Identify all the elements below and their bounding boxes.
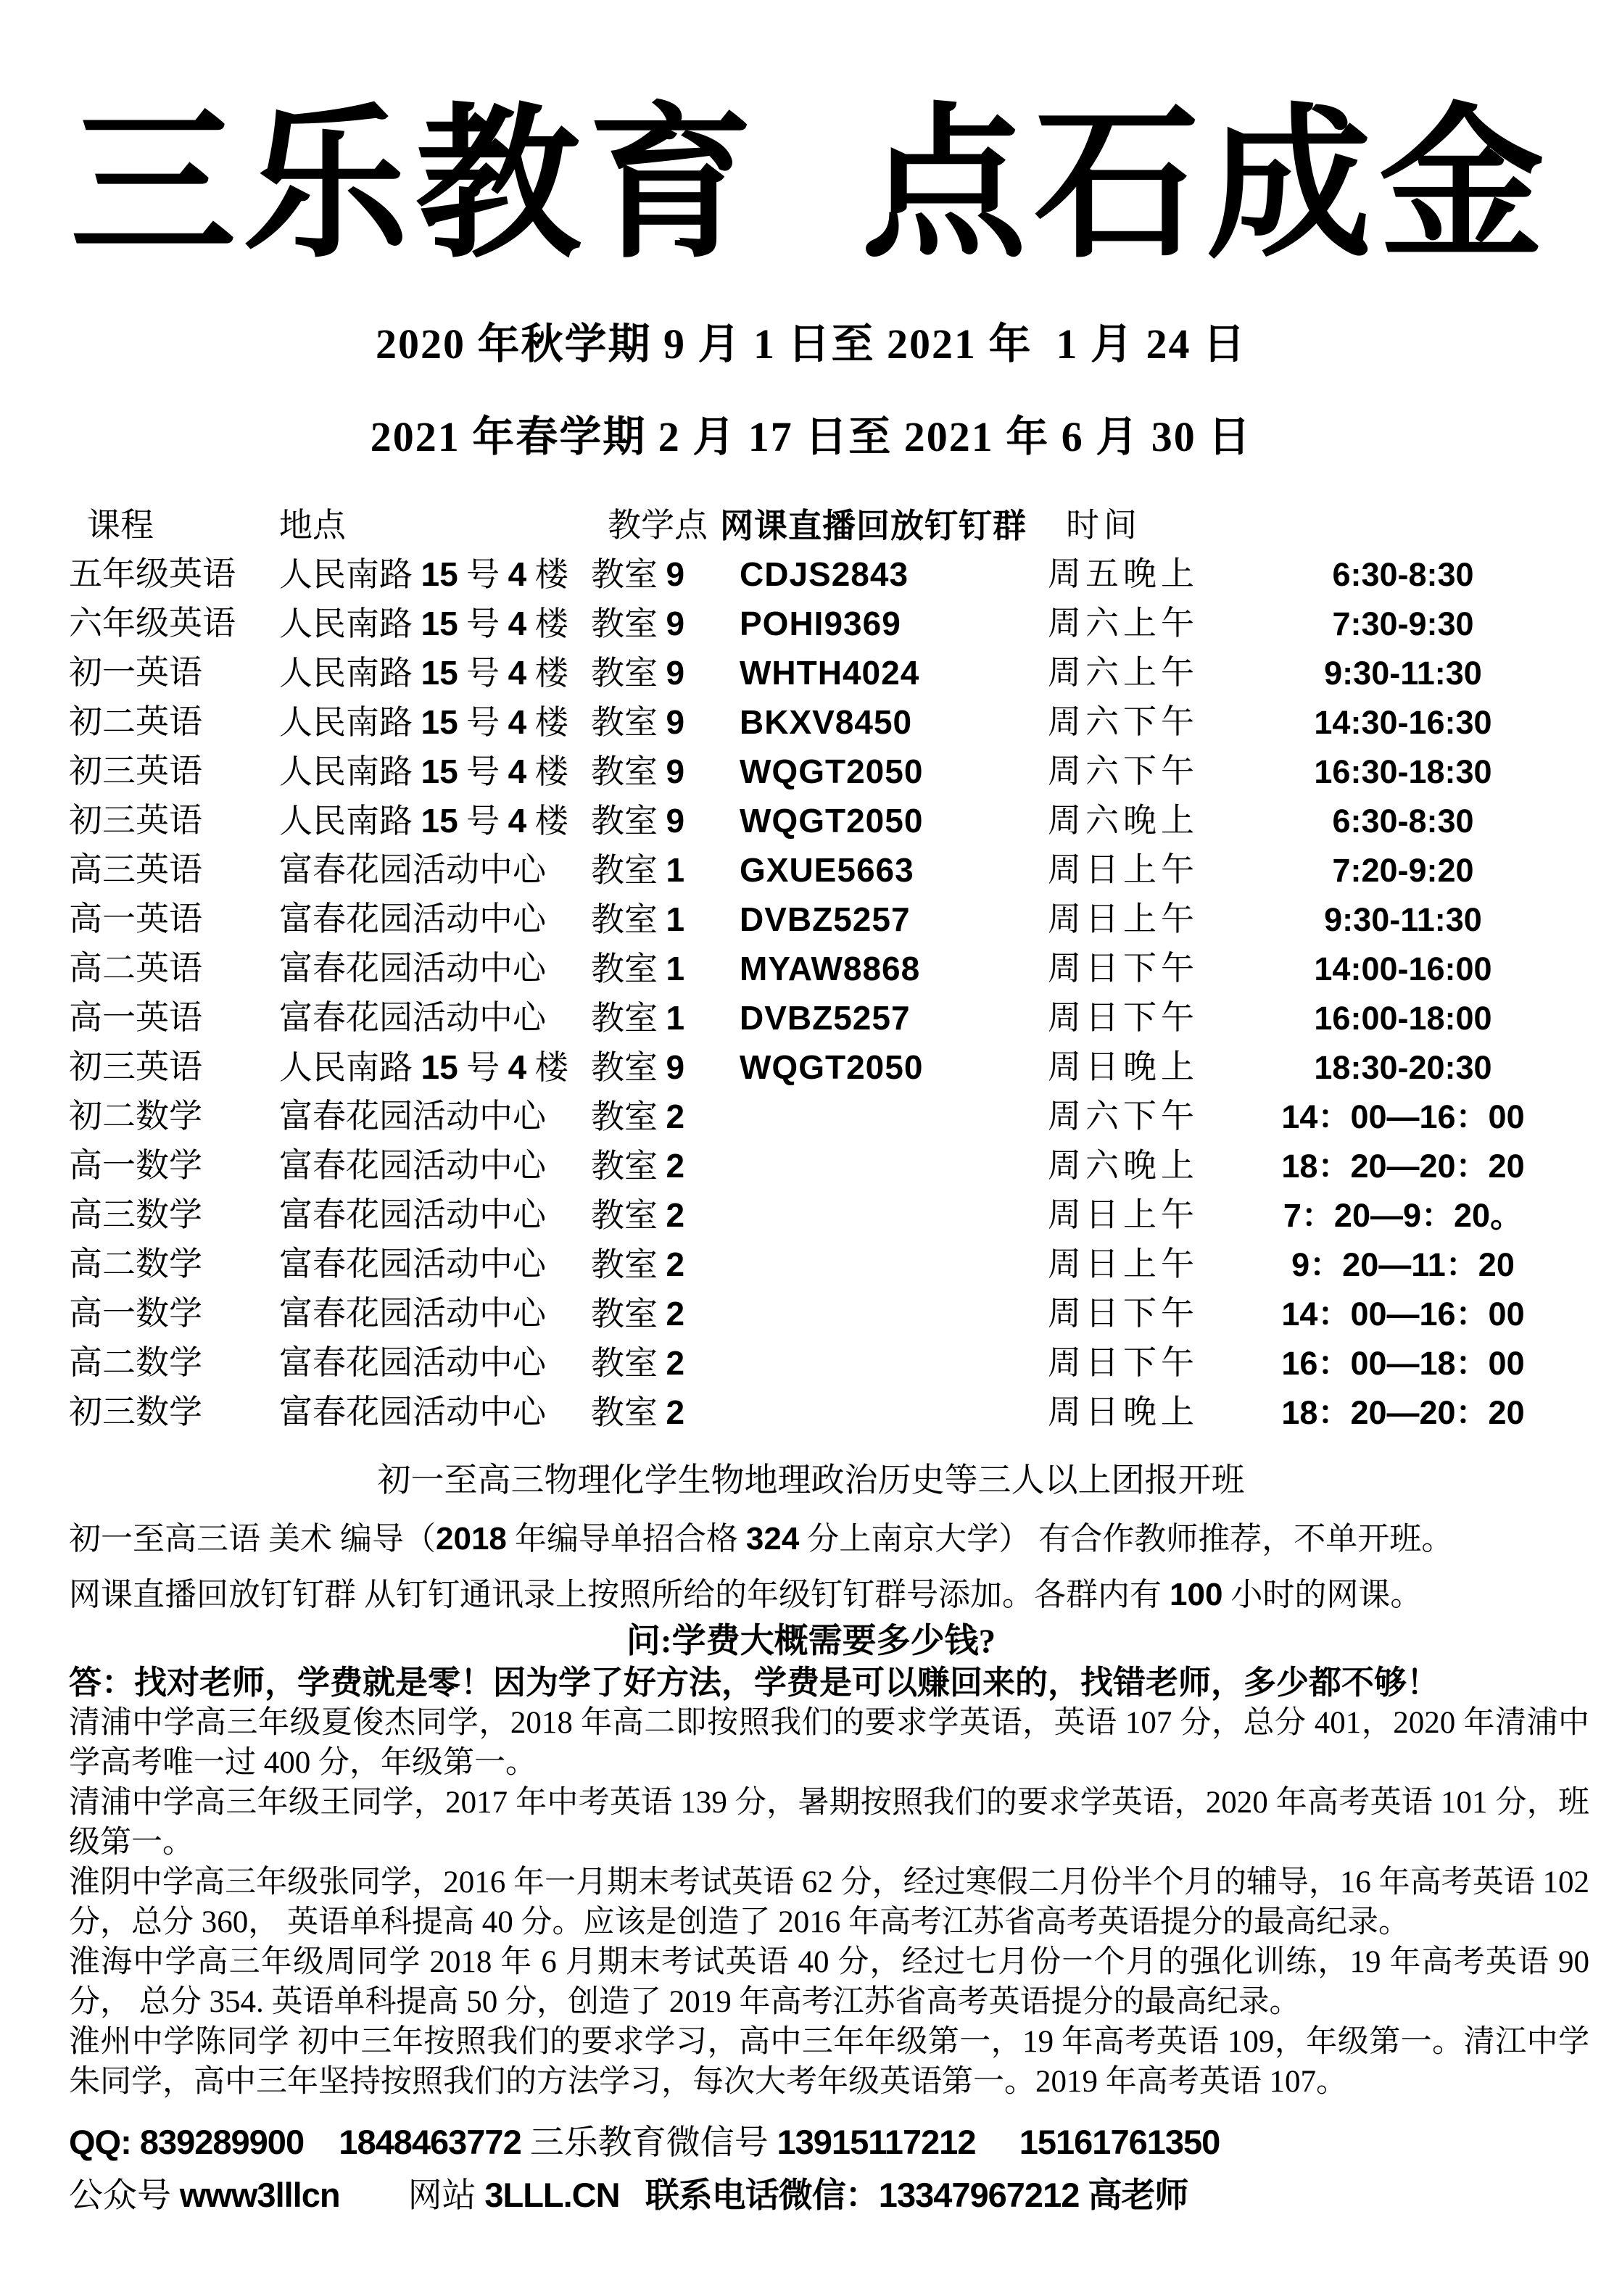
contact-line-website-phone xyxy=(69,2173,1622,2218)
location-cell: 富春花园活动中心 xyxy=(279,1295,546,1333)
bold-number: 9 xyxy=(666,703,685,741)
contact-regular-text: 三乐教育微信号 xyxy=(529,2124,777,2163)
column-header-course: 课程 xyxy=(87,507,154,544)
bold-number: 9 xyxy=(666,801,685,840)
bold-number: 15 xyxy=(421,801,458,840)
course-cell: 六年级英语 xyxy=(69,605,236,642)
schedule-row xyxy=(69,895,1622,944)
dingtalk-code-cell: CDJS2843 xyxy=(740,555,909,594)
bold-number: 15 xyxy=(421,1048,458,1086)
classroom-cell: 教室 9 xyxy=(591,555,685,593)
classroom-cell: 教室 1 xyxy=(591,998,685,1037)
bold-number: 9 xyxy=(666,604,685,642)
schedule-row xyxy=(69,1289,1622,1338)
dingtalk-code-cell: WQGT2050 xyxy=(740,1048,924,1087)
contact-regular-text: 公众号 xyxy=(69,2177,180,2216)
schedule-row xyxy=(69,1338,1622,1388)
course-cell: 高三数学 xyxy=(69,1196,202,1234)
classroom-cell: 教室 2 xyxy=(591,1097,685,1135)
day-cell: 周六下午 xyxy=(1048,1098,1199,1135)
time-cell: 7:30-9:30 xyxy=(1332,605,1474,642)
contact-regular-text xyxy=(620,2177,645,2215)
day-cell: 周六下午 xyxy=(1048,753,1199,790)
schedule-row xyxy=(69,1190,1622,1240)
classroom-cell: 教室 1 xyxy=(591,900,685,938)
schedule-header-row xyxy=(69,502,1622,550)
location-cell: 人民南路 15 号 4 楼 xyxy=(279,653,568,692)
schedule-row xyxy=(69,1141,1622,1190)
course-cell: 初三数学 xyxy=(69,1393,202,1431)
bold-number: 324 xyxy=(745,1521,800,1557)
course-cell: 高二英语 xyxy=(69,950,202,987)
contact-regular-text: 网站 xyxy=(339,2177,485,2216)
classroom-cell: 教室 9 xyxy=(591,703,685,741)
course-cell: 初三英语 xyxy=(69,753,202,790)
classroom-cell: 教室 9 xyxy=(591,801,685,840)
schedule-row xyxy=(69,697,1622,747)
time-cell: 7:20-9:20 xyxy=(1332,851,1474,889)
dingtalk-code-cell: WQGT2050 xyxy=(740,753,924,791)
bold-number: 4 xyxy=(508,801,527,840)
location-cell: 富春花园活动中心 xyxy=(279,1246,546,1283)
schedule-row xyxy=(69,1240,1622,1289)
classroom-cell: 教室 2 xyxy=(591,1146,685,1185)
contact-bold-text: 联系电话微信：13347967212 高老师 xyxy=(645,2176,1188,2215)
time-cell: 7：20—9：20。 xyxy=(1283,1196,1523,1234)
bold-number: 15 xyxy=(421,703,458,741)
dingtalk-code-cell: DVBZ5257 xyxy=(740,999,911,1037)
classroom-cell: 教室 9 xyxy=(591,752,685,790)
bold-number: 4 xyxy=(508,653,527,692)
bold-number: 9 xyxy=(666,653,685,692)
course-cell: 初二英语 xyxy=(69,703,202,741)
course-cell: 高三英语 xyxy=(69,851,202,889)
location-cell: 人民南路 15 号 4 楼 xyxy=(279,801,568,840)
course-cell: 初三英语 xyxy=(69,1048,202,1086)
location-cell: 富春花园活动中心 xyxy=(279,1393,546,1431)
day-cell: 周六晚上 xyxy=(1048,1147,1199,1185)
location-cell: 人民南路 15 号 4 楼 xyxy=(279,555,568,593)
course-cell: 初一英语 xyxy=(69,654,202,692)
dingtalk-code-cell: MYAW8868 xyxy=(740,950,921,988)
time-cell: 16:00-18:00 xyxy=(1314,999,1492,1037)
day-cell: 周日上午 xyxy=(1048,900,1199,938)
schedule-row xyxy=(69,747,1622,796)
time-cell: 16:30-18:30 xyxy=(1314,753,1492,790)
time-cell: 14:00-16:00 xyxy=(1314,950,1492,987)
classroom-cell: 教室 9 xyxy=(591,653,685,692)
location-cell: 富春花园活动中心 xyxy=(279,950,546,987)
bold-number: 2 xyxy=(666,1097,685,1135)
bold-number: 1 xyxy=(666,850,685,889)
location-cell: 富春花园活动中心 xyxy=(279,851,546,889)
bold-number: 15 xyxy=(421,604,458,642)
semester-line-autumn: 2020 年秋学期 9 月 1 日至 2021 年 1 月 24 日 xyxy=(375,320,1246,368)
testimonial-paragraph: 清浦中学高三年级王同学，2017 年中考英语 139 分，暑期按照我们的要求学英语，2020 年高考英语 101 分，班级第一。 xyxy=(69,1786,1589,1860)
schedule-row xyxy=(69,845,1622,895)
time-cell: 18：20—20：20 xyxy=(1281,1147,1525,1185)
schedule-row xyxy=(69,1388,1622,1437)
testimonials-section xyxy=(69,1703,1589,2102)
time-cell: 14:30-16:30 xyxy=(1314,703,1492,741)
time-cell: 9:30-11:30 xyxy=(1324,900,1482,938)
day-cell: 周日晚上 xyxy=(1048,1048,1199,1086)
bold-number: 100 xyxy=(1170,1577,1223,1613)
time-cell: 9:30-11:30 xyxy=(1324,654,1482,692)
day-cell: 周五晚上 xyxy=(1048,555,1199,593)
classroom-cell: 教室 9 xyxy=(591,1048,685,1086)
column-header-dingtalk-group: 网课直播回放钉钉群 xyxy=(720,507,1027,545)
column-header-site: 教学点 xyxy=(608,507,708,544)
contact-bold-text: 13915117212 15161761350 xyxy=(777,2123,1220,2162)
bold-number: 4 xyxy=(508,604,527,642)
day-cell: 周日上午 xyxy=(1048,1196,1199,1234)
schedule-row xyxy=(69,944,1622,993)
bold-number: 2 xyxy=(666,1343,685,1382)
classroom-cell: 教室 2 xyxy=(591,1245,685,1283)
location-cell: 富春花园活动中心 xyxy=(279,1344,546,1382)
bold-number: 4 xyxy=(508,555,527,593)
bold-number: 1 xyxy=(666,998,685,1037)
testimonial-paragraph: 淮海中学高三年级周同学 2018 年 6 月期末考试英语 40 分，经过七月份一个月的强化训练，19 年高考英语 90 分， 总分 354. 英语单科提高 50 分，创造了 2019 年高考江苏省高考英语提分的最高纪录。 xyxy=(69,1945,1589,2020)
contact-bold-text: 3LLL.CN xyxy=(484,2176,620,2215)
schedule-row xyxy=(69,796,1622,845)
semester-line-spring: 2021 年春学期 2 月 17 日至 2021 年 6 月 30 日 xyxy=(370,413,1252,461)
bold-number: 9 xyxy=(666,1048,685,1086)
day-cell: 周六下午 xyxy=(1048,703,1199,741)
contact-bold-text: www3lllcn xyxy=(179,2176,340,2215)
dingtalk-code-cell: WHTH4024 xyxy=(740,654,920,692)
day-cell: 周六上午 xyxy=(1048,654,1199,692)
bold-number: 4 xyxy=(508,703,527,741)
course-cell: 高二数学 xyxy=(69,1246,202,1283)
page-title: 三乐教育 点石成金 xyxy=(70,95,1552,278)
time-cell: 18：20—20：20 xyxy=(1281,1393,1525,1431)
classroom-cell: 教室 2 xyxy=(591,1195,685,1234)
dingtalk-code-cell: POHI9369 xyxy=(740,605,901,643)
time-cell: 18:30-20:30 xyxy=(1314,1048,1492,1086)
bold-number: 15 xyxy=(421,653,458,692)
day-cell: 周日下午 xyxy=(1048,950,1199,987)
schedule-row xyxy=(69,648,1622,697)
time-cell: 6:30-8:30 xyxy=(1332,802,1474,840)
day-cell: 周日上午 xyxy=(1048,851,1199,889)
bold-number: 2 xyxy=(666,1393,685,1431)
location-cell: 富春花园活动中心 xyxy=(279,1196,546,1234)
classroom-cell: 教室 1 xyxy=(591,949,685,987)
testimonial-paragraph: 清浦中学高三年级夏俊杰同学，2018 年高二即按照我们的要求学英语，英语 107 分，总分 401，2020 年清浦中学高考唯一过 400 分，年级第一。 xyxy=(69,1706,1589,1781)
bold-number: 1 xyxy=(666,949,685,987)
dingtalk-group-note: 网课直播回放钉钉群 从钉钉通讯录上按照所给的年级钉钉群号添加。各群内有 100 小时的网课。 xyxy=(69,1577,1423,1613)
contact-line-qq-wechat xyxy=(69,2121,1622,2165)
schedule-row xyxy=(69,993,1622,1043)
bold-number: 15 xyxy=(421,752,458,790)
bold-number: 15 xyxy=(421,555,458,593)
classroom-cell: 教室 2 xyxy=(591,1294,685,1333)
day-cell: 周日下午 xyxy=(1048,1295,1199,1333)
dingtalk-code-cell: DVBZ5257 xyxy=(740,900,911,939)
group-enroll-note: 初一至高三物理化学生物地理政治历史等三人以上团报开班 xyxy=(377,1462,1245,1499)
time-cell: 16：00—18：00 xyxy=(1281,1344,1525,1382)
bold-number: 4 xyxy=(508,1048,527,1086)
day-cell: 周日上午 xyxy=(1048,1246,1199,1283)
time-cell: 14：00—16：00 xyxy=(1281,1295,1525,1333)
course-cell: 高二数学 xyxy=(69,1344,202,1382)
course-cell: 初二数学 xyxy=(69,1098,202,1135)
day-cell: 周日晚上 xyxy=(1048,1393,1199,1431)
time-cell: 9：20—11：20 xyxy=(1291,1246,1515,1283)
classroom-cell: 教室 1 xyxy=(591,850,685,889)
dingtalk-code-cell: BKXV8450 xyxy=(740,703,913,742)
bold-number: 9 xyxy=(666,555,685,593)
tuition-question: 问:学费大概需要多少钱? xyxy=(626,1622,996,1661)
schedule-table xyxy=(0,502,1622,1437)
course-cell: 五年级英语 xyxy=(69,555,236,593)
location-cell: 富春花园活动中心 xyxy=(279,1098,546,1135)
course-cell: 高一数学 xyxy=(69,1147,202,1185)
art-course-note: 初一至高三语 美术 编导（2018 年编导单招合格 324 分上南京大学） 有合作教师推荐，不单开班。 xyxy=(69,1521,1454,1557)
course-cell: 高一英语 xyxy=(69,999,202,1037)
classroom-cell: 教室 2 xyxy=(591,1393,685,1431)
bold-number: 2 xyxy=(666,1245,685,1283)
dingtalk-code-cell: WQGT2050 xyxy=(740,802,924,840)
location-cell: 富春花园活动中心 xyxy=(279,900,546,938)
bold-number: 1 xyxy=(666,900,685,938)
location-cell: 富春花园活动中心 xyxy=(279,1147,546,1185)
course-cell: 初三英语 xyxy=(69,802,202,840)
classroom-cell: 教室 2 xyxy=(591,1343,685,1382)
location-cell: 人民南路 15 号 4 楼 xyxy=(279,703,568,741)
schedule-row xyxy=(69,1092,1622,1141)
time-cell: 6:30-8:30 xyxy=(1332,555,1474,593)
bold-number: 9 xyxy=(666,752,685,790)
location-cell: 富春花园活动中心 xyxy=(279,999,546,1037)
location-cell: 人民南路 15 号 4 楼 xyxy=(279,604,568,642)
bold-number: 2018 xyxy=(436,1521,507,1557)
bold-number: 4 xyxy=(508,752,527,790)
testimonial-paragraph: 淮州中学陈同学 初中三年按照我们的要求学习，高中三年年级第一，19 年高考英语 109，年级第一。清江中学朱同学，高中三年坚持按照我们的方法学习，每次大考年级英语第一。2019 年高考英语 107。 xyxy=(69,2025,1589,2100)
day-cell: 周日下午 xyxy=(1048,1344,1199,1382)
testimonial-paragraph: 淮阴中学高三年级张同学，2016 年一月期末考试英语 62 分，经过寒假二月份半个月的辅导，16 年高考英语 102 分，总分 360， 英语单科提高 40 分。应该是创造了 2016 年高考江苏省高考英语提分的最高纪录。 xyxy=(69,1865,1589,1940)
tuition-answer: 答：找对老师，学费就是零！因为学了好方法，学费是可以赚回来的，找错老师，多少都不够！ xyxy=(69,1665,1440,1702)
day-cell: 周六上午 xyxy=(1048,605,1199,642)
schedule-rows xyxy=(69,550,1622,1437)
column-header-time: 时间 xyxy=(1066,507,1141,544)
time-cell: 14：00—16：00 xyxy=(1281,1098,1525,1135)
course-cell: 高一英语 xyxy=(69,900,202,938)
contact-bold-text: QQ: 839289900 1848463772 xyxy=(69,2123,530,2162)
dingtalk-code-cell: GXUE5663 xyxy=(740,851,914,890)
bold-number: 2 xyxy=(666,1146,685,1185)
bold-number: 2 xyxy=(666,1294,685,1333)
schedule-row xyxy=(69,550,1622,599)
column-header-location: 地点 xyxy=(279,507,346,544)
bold-number: 2 xyxy=(666,1195,685,1234)
location-cell: 人民南路 15 号 4 楼 xyxy=(279,1048,568,1086)
schedule-row xyxy=(69,599,1622,648)
classroom-cell: 教室 9 xyxy=(591,604,685,642)
schedule-row xyxy=(69,1043,1622,1092)
course-cell: 高一数学 xyxy=(69,1295,202,1333)
day-cell: 周日下午 xyxy=(1048,999,1199,1037)
day-cell: 周六晚上 xyxy=(1048,802,1199,840)
location-cell: 人民南路 15 号 4 楼 xyxy=(279,752,568,790)
